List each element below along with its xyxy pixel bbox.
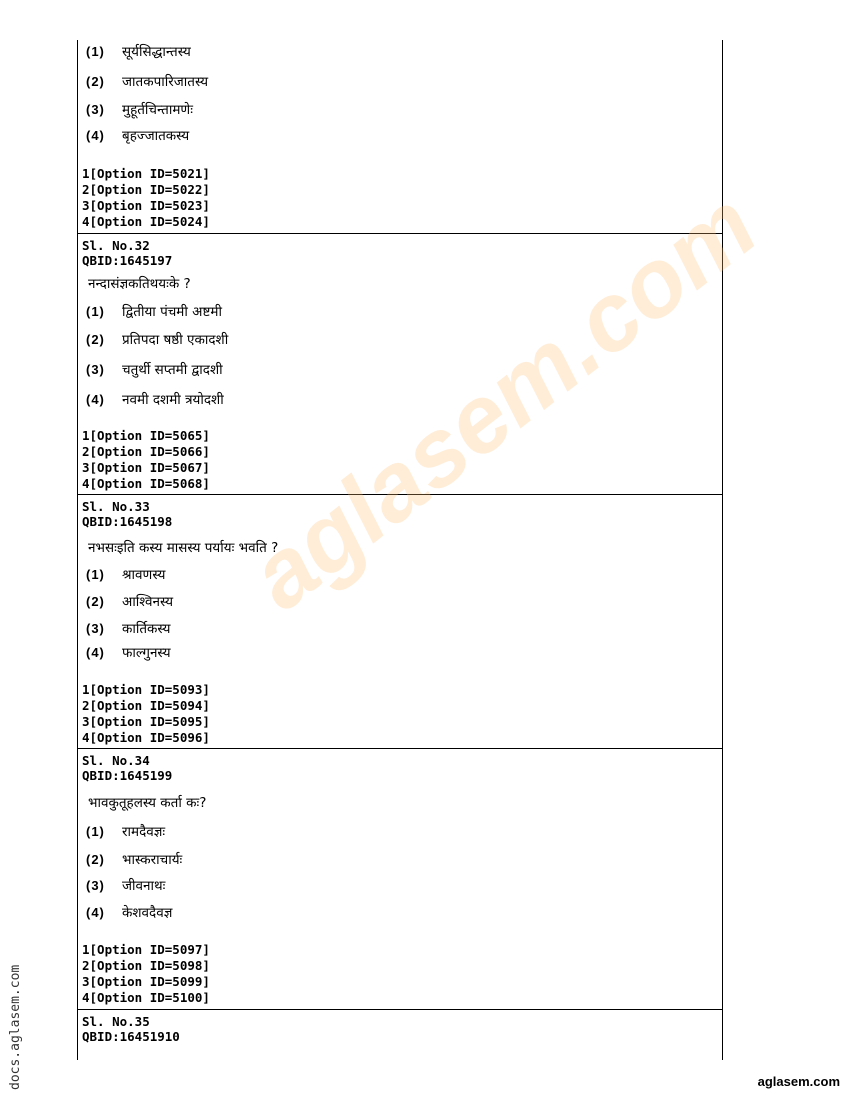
option-1 — [86, 302, 222, 320]
option-number: (2) — [86, 332, 105, 347]
option-4 — [86, 903, 172, 921]
option-text: केशवदैवज्ञ — [122, 905, 173, 921]
option-2 — [86, 330, 228, 348]
option-ids — [82, 682, 210, 746]
option-id: 3[Option ID=5067] — [82, 460, 210, 475]
option-id: 2[Option ID=5094] — [82, 698, 210, 713]
option-4 — [86, 126, 189, 144]
option-4 — [86, 390, 224, 408]
option-number: (3) — [86, 878, 105, 893]
option-ids — [82, 166, 210, 230]
option-number: (1) — [86, 304, 105, 319]
option-number: (1) — [86, 44, 105, 59]
question-text: भावकुतूहलस्य कर्ता कः? — [88, 795, 207, 811]
option-id: 4[Option ID=5068] — [82, 476, 210, 491]
option-number: (3) — [86, 362, 105, 377]
option-3 — [86, 619, 171, 637]
option-text: जातकपारिजातस्य — [122, 74, 209, 90]
option-text: श्रावणस्य — [122, 567, 166, 583]
option-id: 1[Option ID=5065] — [82, 428, 210, 443]
option-4 — [86, 643, 171, 661]
serial-number: Sl. No.32 — [82, 238, 150, 253]
option-text: भास्कराचार्यः — [122, 852, 183, 868]
option-text: चतुर्थी सप्तमी द्वादशी — [122, 362, 223, 378]
option-number: (4) — [86, 128, 105, 143]
question-33-block — [77, 495, 721, 748]
option-2 — [86, 592, 173, 610]
qbid: QBID:16451910 — [82, 1029, 180, 1044]
question-32-block — [77, 234, 721, 494]
option-text: नवमी दशमी त्रयोदशी — [122, 392, 224, 408]
option-text: मुहूर्तचिन्तामणेः — [122, 102, 193, 118]
option-id: 4[Option ID=5024] — [82, 214, 210, 229]
side-url: docs.aglasem.com — [8, 964, 23, 1090]
option-text: सूर्यसिद्धान्तस्य — [122, 44, 191, 60]
option-3 — [86, 876, 165, 894]
option-3 — [86, 360, 223, 378]
option-id: 3[Option ID=5095] — [82, 714, 210, 729]
option-id: 3[Option ID=5023] — [82, 198, 210, 213]
serial-number: Sl. No.35 — [82, 1014, 150, 1029]
option-number: (2) — [86, 594, 105, 609]
option-number: (2) — [86, 852, 105, 867]
option-2 — [86, 72, 208, 90]
option-text: फाल्गुनस्य — [122, 645, 171, 661]
option-id: 4[Option ID=5100] — [82, 990, 210, 1005]
question-31-block — [77, 40, 721, 233]
option-1 — [86, 822, 165, 840]
option-text: प्रतिपदा षष्ठी एकादशी — [122, 332, 229, 348]
footer-brand[interactable]: aglasem.com — [757, 1074, 840, 1089]
option-number: (1) — [86, 567, 105, 582]
option-id: 4[Option ID=5096] — [82, 730, 210, 745]
qbid: QBID:1645199 — [82, 768, 173, 783]
qbid: QBID:1645197 — [82, 253, 173, 268]
option-text: कार्तिकस्य — [122, 621, 171, 637]
option-text: आश्विनस्य — [122, 594, 174, 610]
option-text: द्वितीया पंचमी अष्टमी — [122, 304, 222, 320]
option-number: (1) — [86, 824, 105, 839]
option-text: बृहज्जातकस्य — [122, 128, 190, 144]
option-1 — [86, 42, 191, 60]
option-id: 3[Option ID=5099] — [82, 974, 210, 989]
option-id: 2[Option ID=5066] — [82, 444, 210, 459]
option-number: (3) — [86, 102, 105, 117]
option-text: रामदैवज्ञः — [122, 824, 166, 840]
option-2 — [86, 850, 182, 868]
option-text: जीवनाथः — [122, 878, 166, 894]
question-text: नन्दासंज्ञकतिथयःके ? — [88, 276, 191, 292]
option-id: 1[Option ID=5021] — [82, 166, 210, 181]
option-number: (3) — [86, 621, 105, 636]
option-number: (4) — [86, 905, 105, 920]
serial-number: Sl. No.34 — [82, 753, 150, 768]
option-id: 1[Option ID=5093] — [82, 682, 210, 697]
option-1 — [86, 565, 165, 583]
option-id: 2[Option ID=5098] — [82, 958, 210, 973]
option-3 — [86, 100, 193, 118]
watermark: aglasem.com — [230, 171, 776, 631]
question-text: नभसःइति कस्य मासस्य पर्यायः भवति ? — [88, 540, 279, 556]
question-35-block — [77, 1010, 721, 1060]
option-id: 2[Option ID=5022] — [82, 182, 210, 197]
option-number: (2) — [86, 74, 105, 89]
option-number: (4) — [86, 645, 105, 660]
qbid: QBID:1645198 — [82, 514, 173, 529]
question-34-block — [77, 749, 721, 1009]
serial-number: Sl. No.33 — [82, 499, 150, 514]
option-id: 1[Option ID=5097] — [82, 942, 210, 957]
option-ids — [82, 428, 210, 492]
option-ids — [82, 942, 210, 1006]
option-number: (4) — [86, 392, 105, 407]
